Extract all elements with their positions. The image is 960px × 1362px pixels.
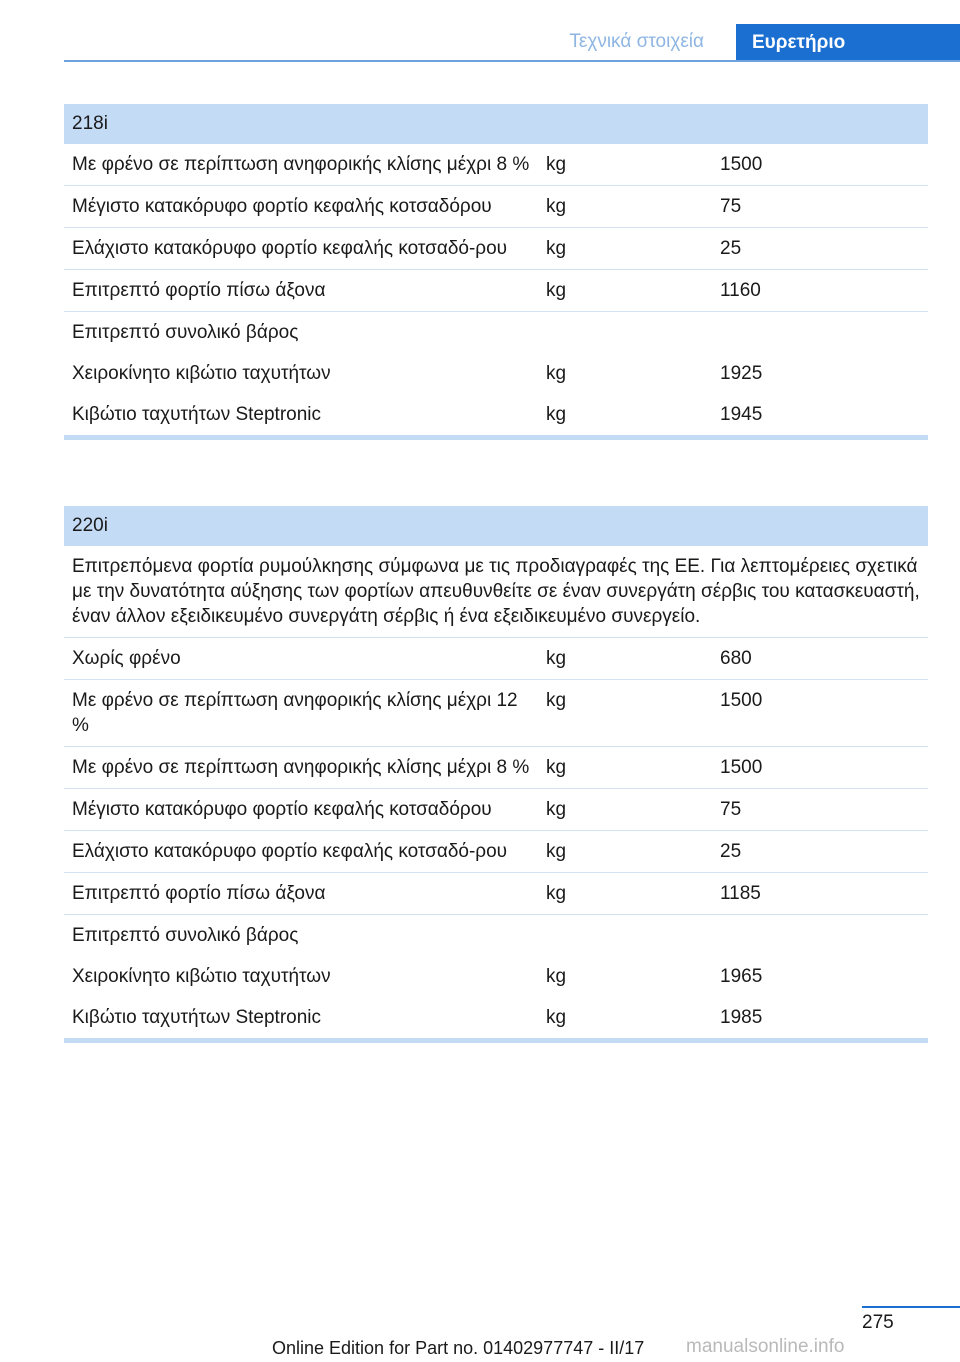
row-label: Με φρένο σε περίπτωση ανηφορικής κλίσης μέχρι 8 % bbox=[72, 757, 530, 778]
table-row bbox=[64, 270, 928, 312]
spec-table-220i bbox=[64, 506, 928, 1043]
row-value: 1500 bbox=[720, 154, 763, 175]
table-bottom-rule bbox=[64, 435, 928, 440]
row-unit: kg bbox=[546, 154, 567, 175]
page-number-text: 275 bbox=[862, 1312, 894, 1333]
row-unit: kg bbox=[546, 404, 567, 425]
edition-footer: Online Edition for Part no. 01402977747 - II/17 bbox=[272, 1338, 645, 1358]
row-value: 1160 bbox=[720, 280, 761, 301]
table-row bbox=[64, 638, 928, 680]
table-row bbox=[64, 680, 928, 747]
header-divider bbox=[64, 60, 960, 62]
row-value: 75 bbox=[720, 196, 742, 217]
row-unit: kg bbox=[546, 280, 567, 301]
row-value: 1185 bbox=[720, 883, 761, 904]
table-note: Επιτρεπόμενα φορτία ρυμούλκησης σύμφωνα με τις προδιαγραφές της ΕΕ. Για λεπτομέρειες σχετικά με την δυνατότητα αύξησης των φορτίων απευθυνθείτε σε έναν συνεργάτη σέρβις του κατασκευαστή, έναν άλλον εξειδικευμένο συνεργάτη σέρβις ή ένα εξειδικευμένο συνεργείο. bbox=[64, 546, 928, 638]
table-row bbox=[64, 228, 928, 270]
table-row bbox=[64, 186, 928, 228]
row-label: Επιτρεπτό φορτίο πίσω άξονα bbox=[72, 883, 326, 904]
row-unit: kg bbox=[546, 841, 567, 862]
row-label: Χωρίς φρένο bbox=[72, 648, 181, 669]
row-label: Μέγιστο κατακόρυφο φορτίο κεφαλής κοτσαδόρου bbox=[72, 196, 492, 217]
table-row bbox=[64, 394, 928, 435]
row-label: Επιτρεπτό συνολικό βάρος bbox=[72, 925, 299, 946]
row-unit: kg bbox=[546, 757, 567, 778]
table-row bbox=[64, 997, 928, 1038]
active-tab-index[interactable]: Ευρετήριο bbox=[736, 24, 960, 62]
section-tab-technical-data[interactable]: Τεχνικά στοιχεία bbox=[569, 31, 704, 52]
row-value: 1925 bbox=[720, 363, 763, 384]
row-unit bbox=[538, 915, 712, 956]
row-label: Χειροκίνητο κιβώτιο ταχυτήτων bbox=[72, 966, 331, 987]
table-bottom-rule bbox=[64, 1038, 928, 1043]
row-value: 1945 bbox=[720, 404, 763, 425]
table-title: 220i bbox=[64, 506, 928, 546]
row-label: Κιβώτιο ταχυτήτων Steptronic bbox=[72, 1007, 322, 1028]
row-value: 1500 bbox=[720, 757, 763, 778]
table-row bbox=[64, 831, 928, 873]
table-row bbox=[64, 353, 928, 394]
table-row bbox=[64, 144, 928, 186]
table-title: 218i bbox=[64, 104, 928, 144]
row-label: Επιτρεπτό συνολικό βάρος bbox=[72, 322, 299, 343]
row-label: Επιτρεπτό φορτίο πίσω άξονα bbox=[72, 280, 326, 301]
page-number bbox=[862, 1306, 960, 1336]
row-unit: kg bbox=[546, 799, 567, 820]
page-header bbox=[0, 0, 960, 64]
row-label: Με φρένο σε περίπτωση ανηφορικής κλίσης μέχρι 8 % bbox=[72, 154, 530, 175]
row-value: 1500 bbox=[720, 690, 763, 711]
row-unit: kg bbox=[546, 966, 567, 987]
row-unit: kg bbox=[546, 238, 567, 259]
row-label: Με φρένο σε περίπτωση ανηφορικής κλίσης μέχρι 12 % bbox=[72, 690, 518, 736]
spec-table-218i bbox=[64, 104, 928, 440]
table-row bbox=[64, 956, 928, 997]
row-unit: kg bbox=[546, 648, 567, 669]
row-value bbox=[712, 312, 928, 353]
row-value bbox=[712, 915, 928, 956]
table-row bbox=[64, 789, 928, 831]
row-label: Ελάχιστο κατακόρυφο φορτίο κεφαλής κοτσαδό-ρου bbox=[72, 841, 508, 862]
row-value: 680 bbox=[720, 648, 752, 669]
table-row bbox=[64, 873, 928, 915]
row-value: 25 bbox=[720, 841, 742, 862]
row-value: 75 bbox=[720, 799, 742, 820]
row-value: 25 bbox=[720, 238, 742, 259]
row-unit: kg bbox=[546, 690, 567, 711]
row-unit: kg bbox=[546, 363, 567, 384]
table-row bbox=[64, 915, 928, 956]
row-label: Μέγιστο κατακόρυφο φορτίο κεφαλής κοτσαδόρου bbox=[72, 799, 492, 820]
row-label: Χειροκίνητο κιβώτιο ταχυτήτων bbox=[72, 363, 331, 384]
table-row bbox=[64, 747, 928, 789]
watermark: manualsonline.info bbox=[686, 1336, 845, 1357]
row-value: 1985 bbox=[720, 1007, 763, 1028]
table-row bbox=[64, 312, 928, 353]
row-unit: kg bbox=[546, 196, 567, 217]
row-label: Κιβώτιο ταχυτήτων Steptronic bbox=[72, 404, 322, 425]
row-label: Ελάχιστο κατακόρυφο φορτίο κεφαλής κοτσαδό-ρου bbox=[72, 238, 508, 259]
row-unit: kg bbox=[546, 1007, 567, 1028]
row-value: 1965 bbox=[720, 966, 763, 987]
row-unit: kg bbox=[546, 883, 567, 904]
row-unit bbox=[538, 312, 712, 353]
